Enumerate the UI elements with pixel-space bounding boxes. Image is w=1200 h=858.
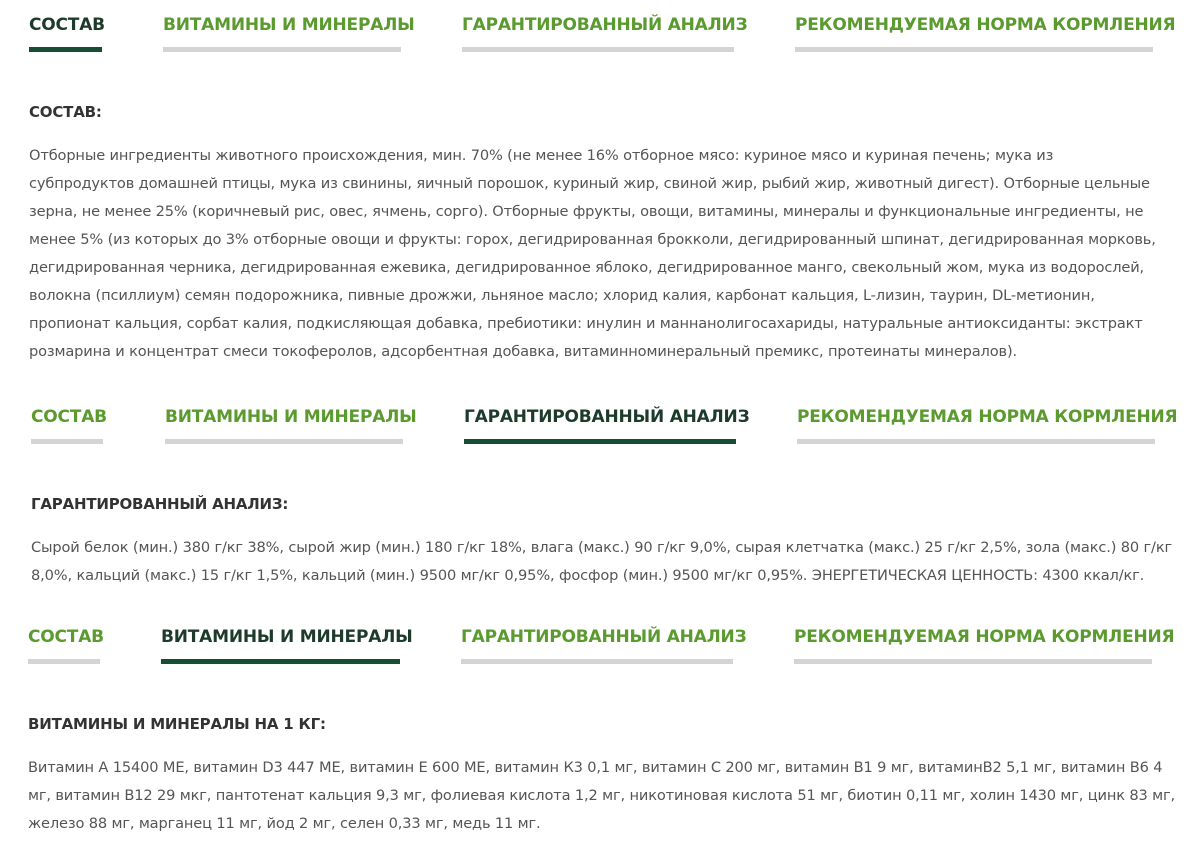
tab-feeding-norm[interactable]: РЕКОМЕНДУЕМАЯ НОРМА КОРМЛЕНИЯ (797, 392, 1155, 444)
tab-guaranteed-analysis[interactable]: ГАРАНТИРОВАННЫЙ АНАЛИЗ (462, 0, 734, 52)
tab-composition[interactable]: СОСТАВ (31, 392, 103, 444)
composition-heading: СОСТАВ: (29, 103, 102, 121)
tab-composition[interactable]: СОСТАВ (28, 612, 100, 664)
tab-vitamins-minerals[interactable]: ВИТАМИНЫ И МИНЕРАЛЫ (163, 0, 401, 52)
vitamins-heading: ВИТАМИНЫ И МИНЕРАЛЫ НА 1 КГ: (28, 715, 326, 733)
tab-feeding-norm[interactable]: РЕКОМЕНДУЕМАЯ НОРМА КОРМЛЕНИЯ (794, 612, 1152, 664)
tab-guaranteed-analysis[interactable]: ГАРАНТИРОВАННЫЙ АНАЛИЗ (461, 612, 733, 664)
tab-vitamins-minerals[interactable]: ВИТАМИНЫ И МИНЕРАЛЫ (161, 612, 400, 664)
tab-guaranteed-analysis[interactable]: ГАРАНТИРОВАННЫЙ АНАЛИЗ (464, 392, 736, 444)
analysis-text: Сырой белок (мин.) 380 г/кг 38%, сырой жир (мин.) 180 г/кг 18%, влага (макс.) 90 г/кг 9,0%, сырая клетчатка (макс.) 25 г/кг 2,5%, зола (макс.) 80 г/кг 8,0%, кальций (макс.) 15 г/кг 1,5%, кальций (мин.) 9500 мг/кг 0,95%, фосфор (мин.) 9500 мг/кг 0,95%. ЭНЕРГЕТИЧЕСКАЯ ЦЕННОСТЬ: 4300 ккал/кг. (31, 539, 1172, 584)
analysis-heading: ГАРАНТИРОВАННЫЙ АНАЛИЗ: (31, 495, 289, 513)
tab-composition[interactable]: СОСТАВ (29, 0, 102, 52)
vitamins-text: Витамин А 15400 МЕ, витамин D3 447 МЕ, витамин Е 600 МЕ, витамин К3 0,1 мг, витамин С 200 мг, витамин В1 9 мг, витаминВ2 5,1 мг, витамин В6 4 мг, витамин В12 29 мкг, пантотенат кальция 9,3 мг, фолиевая кислота 1,2 мг, никотиновая кислота 51 мг, биотин 0,11 мг, холин 1430 мг, цинк 83 мг, железо 88 мг, марганец 11 мг, йод 2 мг, селен 0,33 мг, медь 11 мг. (28, 759, 1176, 832)
tab-feeding-norm[interactable]: РЕКОМЕНДУЕМАЯ НОРМА КОРМЛЕНИЯ (795, 0, 1153, 52)
composition-text: Отборные ингредиенты животного происхождения, мин. 70% (не менее 16% отборное мясо: куриное мясо и куриная печень; мука из субпродуктов домашней птицы, мука из свинины, яичный порошок, куриный жир, свиной жир, рыбий жир, животный дигест). Отборные цельные зерна, не менее 25% (коричневый рис, овес, ячмень, сорго). Отборные фрукты, овощи, витамины, минералы и функциональные ингредиенты, не менее 5% (из которых до 3% отборные овощи и фрукты: горох, дегидрированная брокколи, дегидрированный шпинат, дегидрированная морковь, дегидрированная черника, дегидрированная ежевика, дегидрированное яблоко, дегидрированное манго, свекольный жом, мука из водорослей, волокна (псиллиум) семян подорожника, пивные дрожжи, льняное масло; хлорид калия, карбонат кальция, L-лизин, таурин, DL-метионин, пропионат кальция, сорбат калия, подкисляющая добавка, пребиотики: инулин и маннанолигосахариды, натуральные антиоксиданты: экстракт розмарина и концентрат смеси токоферолов, адсорбентная добавка, витаминноминеральный премикс, протеинаты минералов). (29, 147, 1156, 360)
tab-vitamins-minerals[interactable]: ВИТАМИНЫ И МИНЕРАЛЫ (165, 392, 403, 444)
